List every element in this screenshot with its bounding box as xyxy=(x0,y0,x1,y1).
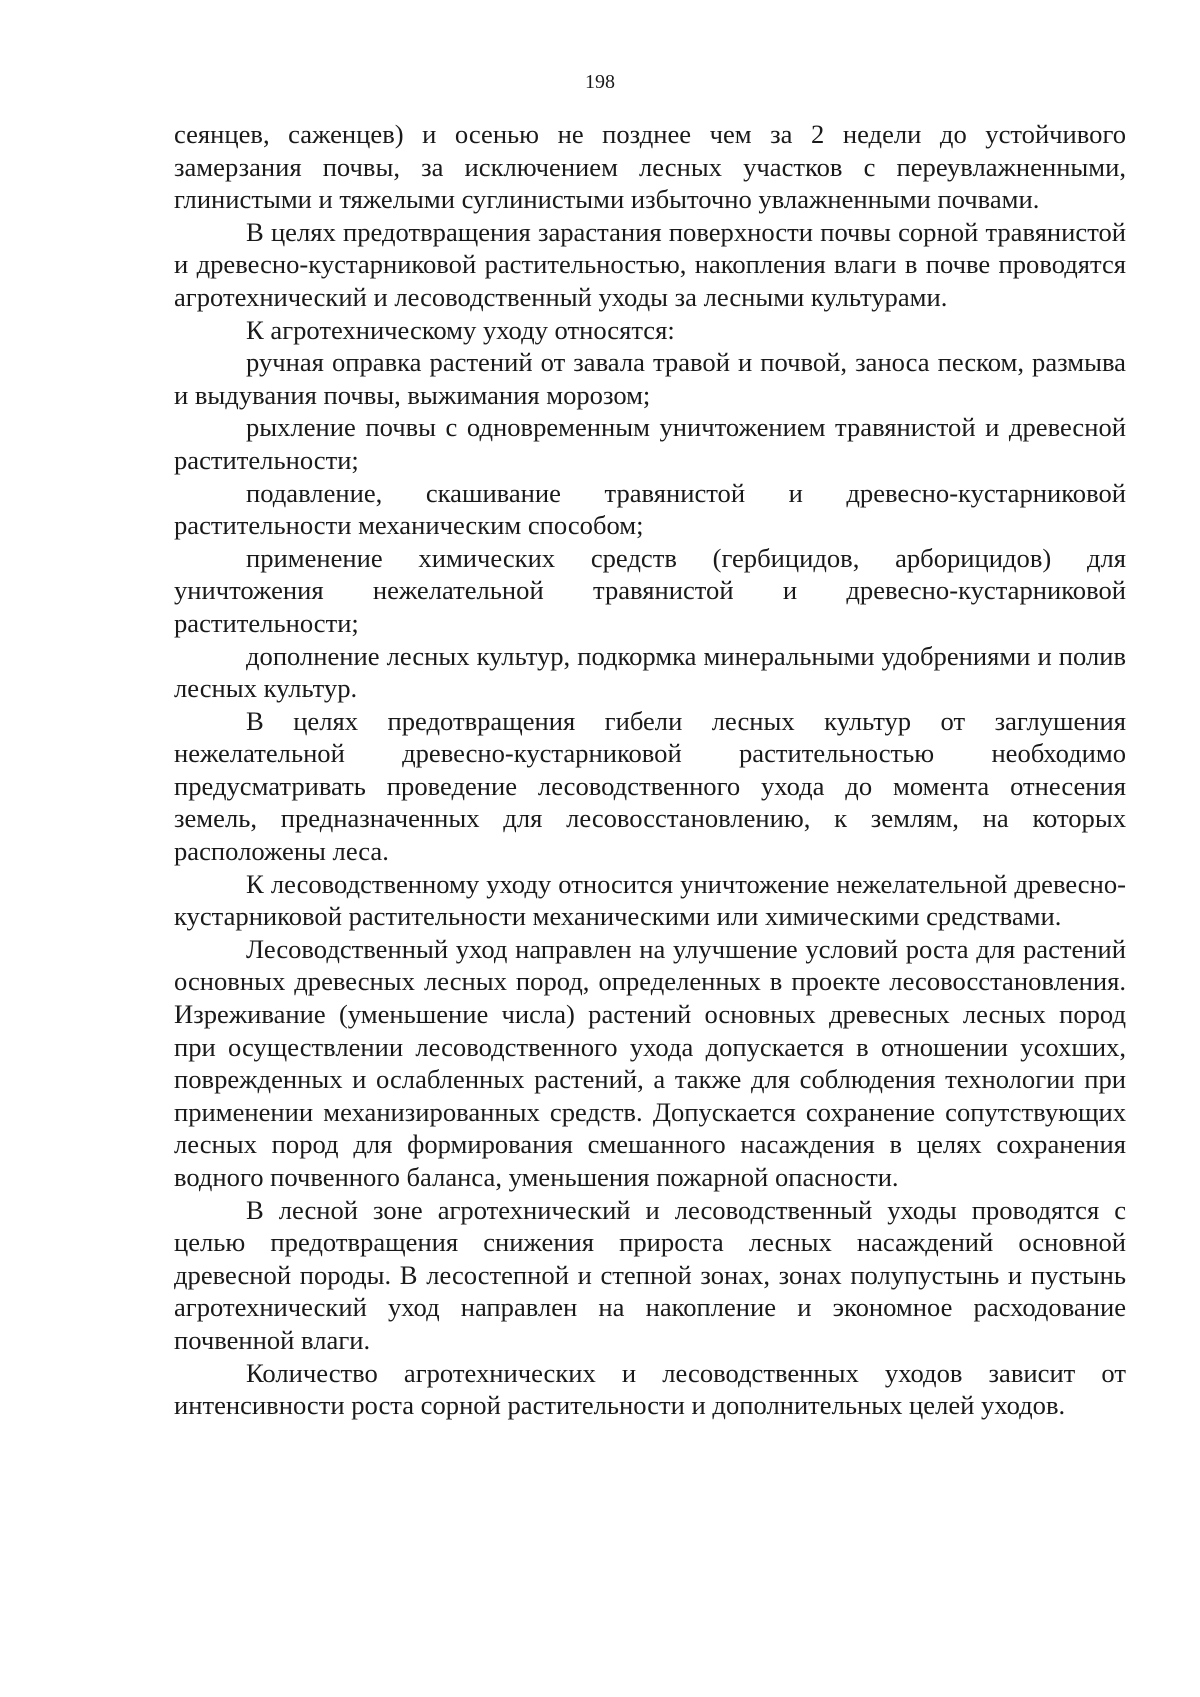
list-item: подавление, скашивание травянистой и древесно-кустарниковой растительности механическим способом; xyxy=(174,477,1126,541)
paragraph: К агротехническому уходу относятся: xyxy=(246,314,675,345)
list-item: дополнение лесных культур, подкормка минеральными удобрениями и полив лесных культур. xyxy=(174,640,1126,704)
paragraph: В целях предотвращения зарастания поверхности почвы сорной травянистой и древесно-кустарниковой растительностью, накопления влаги в почве проводятся агротехнический и лесоводственный уходы за лесными культурами. xyxy=(174,216,1126,312)
paragraph-continuation: сеянцев, саженцев) и осенью не позднее чем за 2 недели до устойчивого замерзания почвы, за исключением лесных участков с переувлажненными, глинистыми и тяжелыми суглинистыми избыточно увлажненными почвами. xyxy=(174,119,1126,215)
paragraph: Лесоводственный уход направлен на улучшение условий роста для растений основных древесных лесных пород, определенных в проекте лесовосстановления. Изреживание (уменьшение числа) растений основных древесных лесных пород при осуществлении лесоводственного ухода допускается в отношении усохших, поврежденных и ослабленных растений, а также для соблюдения технологии при применении механизированных средств. Допускается сохранение сопутствующих лесных пород для формирования смешанного насаждения в целях сохранения водного почвенного баланса, уменьшения пожарной опасности. xyxy=(174,933,1126,1192)
paragraph: В лесной зоне агротехнический и лесоводственный уходы проводятся с целью предотвращения снижения прироста лесных насаждений основной древесной породы. В лесостепной и степной зонах, зонах полупустынь и пустынь агротехнический уход направлен на накопление и экономное расходование почвенной влаги. xyxy=(174,1194,1126,1355)
list-item: применение химических средств (гербицидов, арборицидов) для уничтожения нежелательной травянистой и древесно-кустарниковой растительности; xyxy=(174,542,1126,638)
page-number: 198 xyxy=(585,71,615,93)
document-body xyxy=(174,118,1126,1422)
paragraph: Количество агротехнических и лесоводственных уходов зависит от интенсивности роста сорной растительности и дополнительных целей уходов. xyxy=(174,1357,1126,1421)
paragraph: К лесоводственному уходу относится уничтожение нежелательной древесно-кустарниковой растительности механическими или химическими средствами. xyxy=(174,868,1126,932)
paragraph: В целях предотвращения гибели лесных культур от заглушения нежелательной древесно-кустарниковой растительностью необходимо предусматривать проведение лесоводственного ухода до момента отнесения земель, предназначенных для лесовосстановлению, к землям, на которых расположены леса. xyxy=(174,705,1126,867)
list-item: ручная оправка растений от завала травой и почвой, заноса песком, размыва и выдувания почвы, выжимания морозом; xyxy=(174,347,1126,410)
list-item: рыхление почвы с одновременным уничтожением травянистой и древесной растительности; xyxy=(174,412,1126,475)
